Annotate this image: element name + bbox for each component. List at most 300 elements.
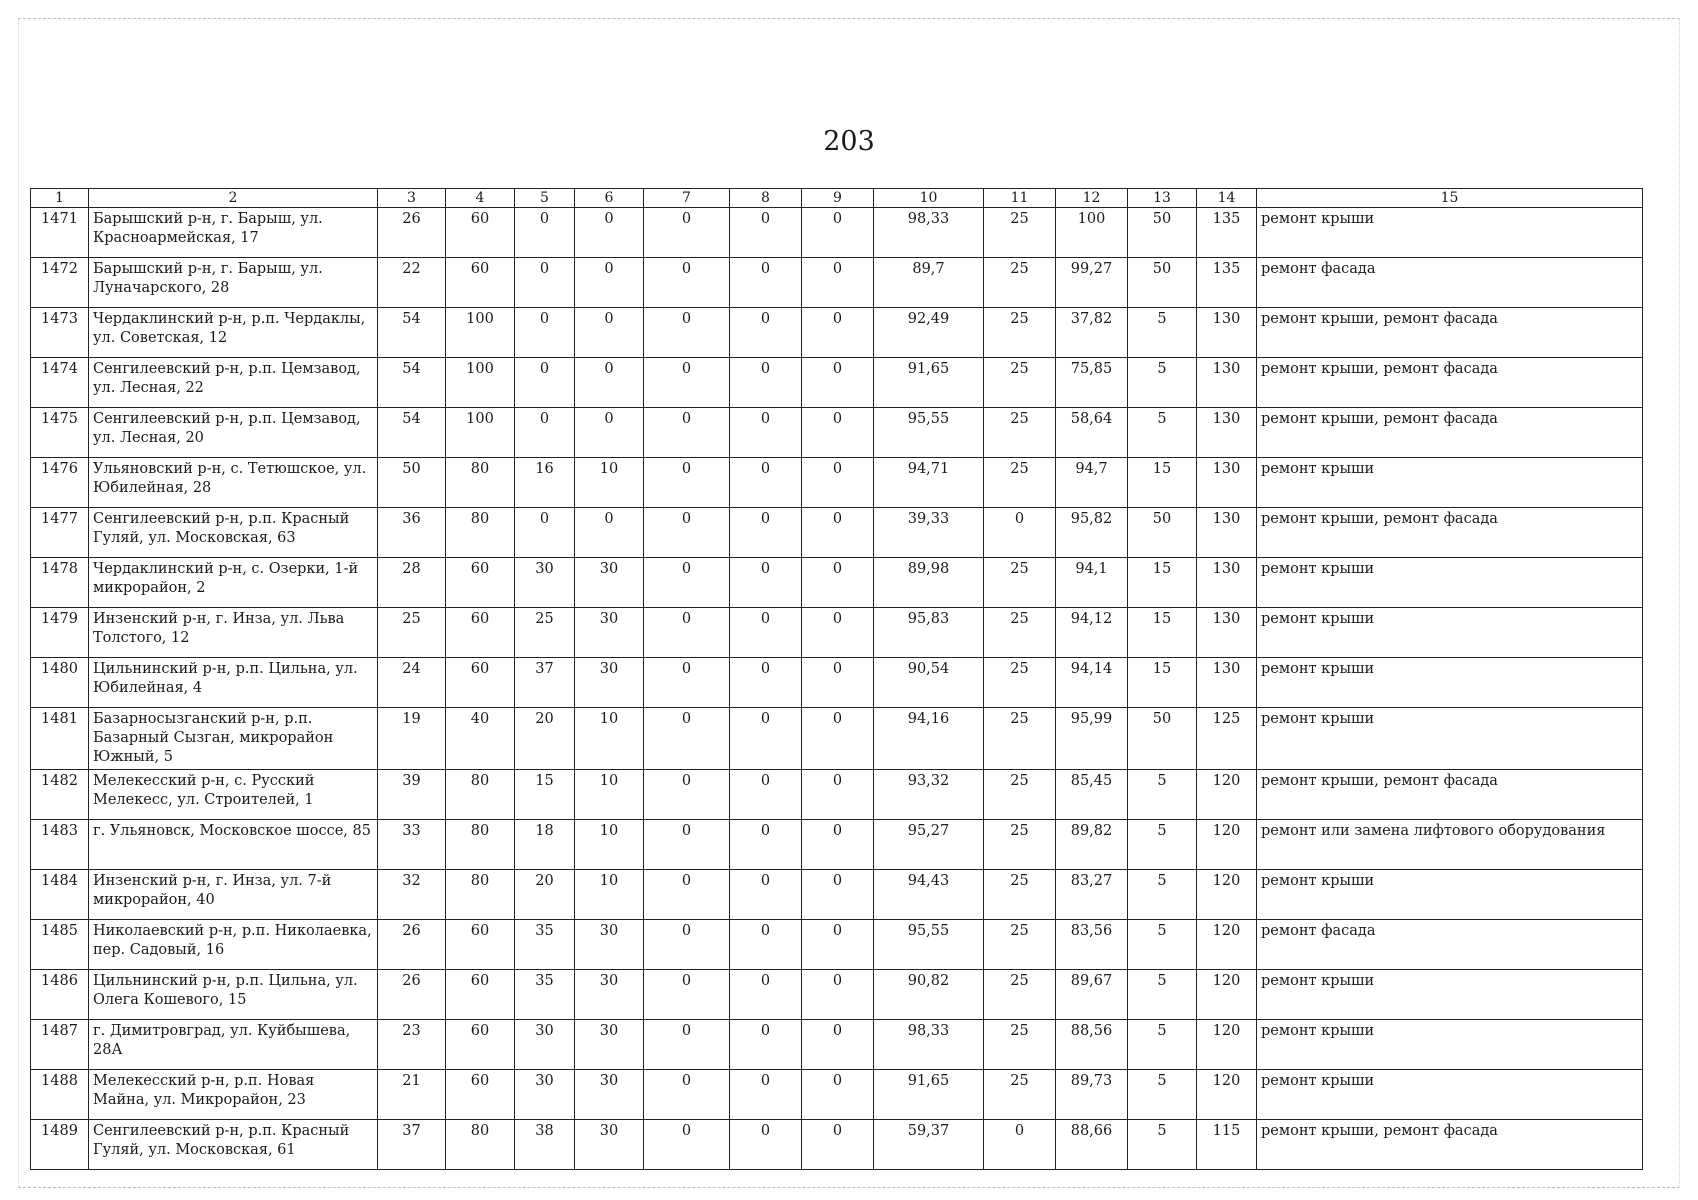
- value-cell: 0: [644, 308, 730, 358]
- value-cell: 0: [730, 820, 802, 870]
- address-cell: Барышский р-н, г. Барыш, ул. Луначарского, 28: [89, 258, 378, 308]
- table-row: [31, 208, 1643, 258]
- value-cell: 100: [446, 358, 515, 408]
- value-cell: 135: [1197, 258, 1257, 308]
- value-cell: 0: [984, 508, 1056, 558]
- value-cell: 0: [644, 770, 730, 820]
- value-cell: 60: [446, 258, 515, 308]
- value-cell: 130: [1197, 558, 1257, 608]
- table-row: [31, 770, 1643, 820]
- value-cell: 0: [515, 408, 575, 458]
- value-cell: 95,99: [1056, 708, 1128, 770]
- value-cell: 75,85: [1056, 358, 1128, 408]
- value-cell: 94,7: [1056, 458, 1128, 508]
- value-cell: 25: [984, 308, 1056, 358]
- value-cell: 5: [1128, 308, 1197, 358]
- address-cell: Цильнинский р-н, р.п. Цильна, ул. Олега Кошевого, 15: [89, 970, 378, 1020]
- value-cell: 50: [1128, 508, 1197, 558]
- address-cell: Чердаклинский р-н, с. Озерки, 1-й микрорайон, 2: [89, 558, 378, 608]
- value-cell: 95,83: [874, 608, 984, 658]
- value-cell: 18: [515, 820, 575, 870]
- value-cell: 25: [984, 208, 1056, 258]
- value-cell: 23: [378, 1020, 446, 1070]
- table-body: [31, 208, 1643, 1170]
- value-cell: 10: [575, 770, 644, 820]
- work-type-cell: ремонт крыши, ремонт фасада: [1257, 1120, 1643, 1170]
- value-cell: 0: [730, 920, 802, 970]
- address-cell: Инзенский р-н, г. Инза, ул. 7-й микрорайон, 40: [89, 870, 378, 920]
- work-type-cell: ремонт крыши, ремонт фасада: [1257, 358, 1643, 408]
- column-header-11: 11: [984, 189, 1056, 208]
- value-cell: 30: [575, 1020, 644, 1070]
- value-cell: 120: [1197, 970, 1257, 1020]
- value-cell: 50: [378, 458, 446, 508]
- work-type-cell: ремонт крыши, ремонт фасада: [1257, 308, 1643, 358]
- value-cell: 21: [378, 1070, 446, 1120]
- work-type-cell: ремонт крыши: [1257, 458, 1643, 508]
- row-number-cell: 1481: [31, 708, 89, 770]
- address-cell: Мелекесский р-н, р.п. Новая Майна, ул. Микрорайон, 23: [89, 1070, 378, 1120]
- value-cell: 94,12: [1056, 608, 1128, 658]
- value-cell: 91,65: [874, 1070, 984, 1120]
- column-header-5: 5: [515, 189, 575, 208]
- value-cell: 0: [730, 708, 802, 770]
- value-cell: 92,49: [874, 308, 984, 358]
- value-cell: 130: [1197, 308, 1257, 358]
- row-number-cell: 1484: [31, 870, 89, 920]
- value-cell: 0: [644, 1020, 730, 1070]
- value-cell: 0: [575, 308, 644, 358]
- value-cell: 90,54: [874, 658, 984, 708]
- value-cell: 0: [644, 920, 730, 970]
- work-type-cell: ремонт фасада: [1257, 920, 1643, 970]
- value-cell: 94,14: [1056, 658, 1128, 708]
- value-cell: 30: [575, 920, 644, 970]
- value-cell: 94,71: [874, 458, 984, 508]
- value-cell: 0: [515, 308, 575, 358]
- value-cell: 85,45: [1056, 770, 1128, 820]
- value-cell: 0: [644, 1120, 730, 1170]
- value-cell: 5: [1128, 870, 1197, 920]
- value-cell: 95,55: [874, 408, 984, 458]
- column-header-3: 3: [378, 189, 446, 208]
- value-cell: 25: [984, 358, 1056, 408]
- value-cell: 0: [515, 508, 575, 558]
- value-cell: 25: [984, 608, 1056, 658]
- value-cell: 0: [802, 308, 874, 358]
- value-cell: 89,7: [874, 258, 984, 308]
- value-cell: 25: [984, 920, 1056, 970]
- value-cell: 0: [730, 458, 802, 508]
- row-number-cell: 1478: [31, 558, 89, 608]
- value-cell: 80: [446, 1120, 515, 1170]
- value-cell: 125: [1197, 708, 1257, 770]
- value-cell: 30: [515, 558, 575, 608]
- row-number-cell: 1471: [31, 208, 89, 258]
- value-cell: 15: [1128, 458, 1197, 508]
- value-cell: 0: [730, 258, 802, 308]
- value-cell: 130: [1197, 508, 1257, 558]
- value-cell: 0: [575, 258, 644, 308]
- value-cell: 0: [644, 870, 730, 920]
- column-header-15: 15: [1257, 189, 1643, 208]
- value-cell: 25: [984, 820, 1056, 870]
- work-type-cell: ремонт крыши: [1257, 558, 1643, 608]
- value-cell: 88,56: [1056, 1020, 1128, 1070]
- value-cell: 30: [575, 658, 644, 708]
- value-cell: 50: [1128, 708, 1197, 770]
- value-cell: 35: [515, 920, 575, 970]
- row-number-cell: 1485: [31, 920, 89, 970]
- value-cell: 0: [730, 870, 802, 920]
- value-cell: 0: [644, 258, 730, 308]
- value-cell: 50: [1128, 258, 1197, 308]
- value-cell: 115: [1197, 1120, 1257, 1170]
- value-cell: 0: [802, 1070, 874, 1120]
- address-cell: Мелекесский р-н, с. Русский Мелекесс, ул. Строителей, 1: [89, 770, 378, 820]
- value-cell: 30: [515, 1020, 575, 1070]
- table-row: [31, 970, 1643, 1020]
- row-number-cell: 1475: [31, 408, 89, 458]
- value-cell: 5: [1128, 408, 1197, 458]
- row-number-cell: 1486: [31, 970, 89, 1020]
- work-type-cell: ремонт крыши: [1257, 608, 1643, 658]
- value-cell: 0: [802, 770, 874, 820]
- value-cell: 98,33: [874, 208, 984, 258]
- value-cell: 80: [446, 458, 515, 508]
- value-cell: 0: [802, 1120, 874, 1170]
- header-row: [31, 189, 1643, 208]
- work-type-cell: ремонт или замена лифтового оборудования: [1257, 820, 1643, 870]
- value-cell: 30: [575, 558, 644, 608]
- value-cell: 0: [644, 508, 730, 558]
- value-cell: 54: [378, 358, 446, 408]
- table-row: [31, 258, 1643, 308]
- value-cell: 0: [802, 408, 874, 458]
- value-cell: 0: [644, 608, 730, 658]
- value-cell: 20: [515, 870, 575, 920]
- value-cell: 89,73: [1056, 1070, 1128, 1120]
- value-cell: 25: [984, 970, 1056, 1020]
- value-cell: 25: [984, 770, 1056, 820]
- address-cell: г. Димитровград, ул. Куйбышева, 28А: [89, 1020, 378, 1070]
- column-header-2: 2: [89, 189, 378, 208]
- row-number-cell: 1482: [31, 770, 89, 820]
- column-header-9: 9: [802, 189, 874, 208]
- value-cell: 0: [802, 708, 874, 770]
- value-cell: 40: [446, 708, 515, 770]
- value-cell: 30: [575, 1070, 644, 1120]
- value-cell: 0: [730, 508, 802, 558]
- value-cell: 0: [644, 208, 730, 258]
- address-cell: Сенгилеевский р-н, р.п. Цемзавод, ул. Лесная, 22: [89, 358, 378, 408]
- value-cell: 58,64: [1056, 408, 1128, 458]
- value-cell: 60: [446, 608, 515, 658]
- address-cell: Базарносызганский р-н, р.п. Базарный Сызган, микрорайон Южный, 5: [89, 708, 378, 770]
- value-cell: 89,82: [1056, 820, 1128, 870]
- value-cell: 15: [1128, 658, 1197, 708]
- table-row: [31, 870, 1643, 920]
- value-cell: 0: [730, 408, 802, 458]
- value-cell: 0: [644, 970, 730, 1020]
- value-cell: 0: [730, 1120, 802, 1170]
- table-row: [31, 508, 1643, 558]
- work-type-cell: ремонт крыши: [1257, 970, 1643, 1020]
- value-cell: 0: [730, 770, 802, 820]
- work-type-cell: ремонт крыши: [1257, 1020, 1643, 1070]
- value-cell: 60: [446, 658, 515, 708]
- value-cell: 130: [1197, 608, 1257, 658]
- value-cell: 100: [446, 308, 515, 358]
- row-number-cell: 1472: [31, 258, 89, 308]
- value-cell: 5: [1128, 1070, 1197, 1120]
- value-cell: 60: [446, 208, 515, 258]
- table-row: [31, 920, 1643, 970]
- value-cell: 25: [984, 458, 1056, 508]
- value-cell: 130: [1197, 458, 1257, 508]
- value-cell: 0: [730, 208, 802, 258]
- column-header-8: 8: [730, 189, 802, 208]
- work-type-cell: ремонт крыши, ремонт фасада: [1257, 408, 1643, 458]
- value-cell: 94,16: [874, 708, 984, 770]
- value-cell: 0: [802, 508, 874, 558]
- table-row: [31, 558, 1643, 608]
- table-row: [31, 308, 1643, 358]
- value-cell: 28: [378, 558, 446, 608]
- value-cell: 80: [446, 870, 515, 920]
- value-cell: 32: [378, 870, 446, 920]
- value-cell: 22: [378, 258, 446, 308]
- value-cell: 89,67: [1056, 970, 1128, 1020]
- value-cell: 0: [802, 1020, 874, 1070]
- value-cell: 5: [1128, 770, 1197, 820]
- work-type-cell: ремонт фасада: [1257, 258, 1643, 308]
- value-cell: 60: [446, 920, 515, 970]
- row-number-cell: 1477: [31, 508, 89, 558]
- value-cell: 0: [802, 870, 874, 920]
- value-cell: 0: [802, 658, 874, 708]
- value-cell: 95,27: [874, 820, 984, 870]
- value-cell: 39,33: [874, 508, 984, 558]
- value-cell: 60: [446, 1020, 515, 1070]
- value-cell: 0: [730, 308, 802, 358]
- value-cell: 10: [575, 820, 644, 870]
- value-cell: 0: [802, 558, 874, 608]
- column-header-13: 13: [1128, 189, 1197, 208]
- value-cell: 54: [378, 408, 446, 458]
- value-cell: 38: [515, 1120, 575, 1170]
- address-cell: Николаевский р-н, р.п. Николаевка, пер. Садовый, 16: [89, 920, 378, 970]
- value-cell: 36: [378, 508, 446, 558]
- address-cell: г. Ульяновск, Московское шоссе, 85: [89, 820, 378, 870]
- value-cell: 15: [1128, 608, 1197, 658]
- value-cell: 120: [1197, 820, 1257, 870]
- value-cell: 89,98: [874, 558, 984, 608]
- value-cell: 25: [984, 558, 1056, 608]
- value-cell: 39: [378, 770, 446, 820]
- value-cell: 120: [1197, 1020, 1257, 1070]
- value-cell: 0: [730, 1020, 802, 1070]
- value-cell: 33: [378, 820, 446, 870]
- value-cell: 5: [1128, 820, 1197, 870]
- value-cell: 90,82: [874, 970, 984, 1020]
- value-cell: 130: [1197, 358, 1257, 408]
- column-header-14: 14: [1197, 189, 1257, 208]
- value-cell: 59,37: [874, 1120, 984, 1170]
- value-cell: 0: [575, 508, 644, 558]
- value-cell: 0: [730, 558, 802, 608]
- value-cell: 30: [515, 1070, 575, 1120]
- value-cell: 0: [730, 970, 802, 1020]
- value-cell: 0: [644, 408, 730, 458]
- value-cell: 37: [378, 1120, 446, 1170]
- value-cell: 15: [1128, 558, 1197, 608]
- value-cell: 80: [446, 770, 515, 820]
- value-cell: 37,82: [1056, 308, 1128, 358]
- value-cell: 54: [378, 308, 446, 358]
- value-cell: 0: [644, 458, 730, 508]
- table-row: [31, 408, 1643, 458]
- value-cell: 99,27: [1056, 258, 1128, 308]
- value-cell: 0: [515, 208, 575, 258]
- value-cell: 16: [515, 458, 575, 508]
- value-cell: 30: [575, 608, 644, 658]
- value-cell: 26: [378, 970, 446, 1020]
- value-cell: 130: [1197, 658, 1257, 708]
- value-cell: 10: [575, 870, 644, 920]
- row-number-cell: 1489: [31, 1120, 89, 1170]
- value-cell: 0: [644, 558, 730, 608]
- value-cell: 94,1: [1056, 558, 1128, 608]
- value-cell: 26: [378, 208, 446, 258]
- value-cell: 25: [515, 608, 575, 658]
- column-header-12: 12: [1056, 189, 1128, 208]
- address-cell: Барышский р-н, г. Барыш, ул. Красноармейская, 17: [89, 208, 378, 258]
- value-cell: 120: [1197, 1070, 1257, 1120]
- value-cell: 25: [984, 870, 1056, 920]
- value-cell: 0: [644, 708, 730, 770]
- row-number-cell: 1487: [31, 1020, 89, 1070]
- value-cell: 20: [515, 708, 575, 770]
- work-type-cell: ремонт крыши: [1257, 708, 1643, 770]
- column-header-7: 7: [644, 189, 730, 208]
- value-cell: 19: [378, 708, 446, 770]
- value-cell: 0: [515, 358, 575, 408]
- value-cell: 95,82: [1056, 508, 1128, 558]
- work-type-cell: ремонт крыши: [1257, 870, 1643, 920]
- value-cell: 120: [1197, 770, 1257, 820]
- work-type-cell: ремонт крыши: [1257, 1070, 1643, 1120]
- value-cell: 88,66: [1056, 1120, 1128, 1170]
- value-cell: 0: [802, 458, 874, 508]
- value-cell: 135: [1197, 208, 1257, 258]
- value-cell: 0: [644, 1070, 730, 1120]
- value-cell: 0: [644, 658, 730, 708]
- value-cell: 91,65: [874, 358, 984, 408]
- column-header-6: 6: [575, 189, 644, 208]
- address-cell: Сенгилеевский р-н, р.п. Цемзавод, ул. Лесная, 20: [89, 408, 378, 458]
- address-cell: Инзенский р-н, г. Инза, ул. Льва Толстого, 12: [89, 608, 378, 658]
- work-type-cell: ремонт крыши, ремонт фасада: [1257, 508, 1643, 558]
- value-cell: 0: [515, 258, 575, 308]
- value-cell: 95,55: [874, 920, 984, 970]
- value-cell: 83,27: [1056, 870, 1128, 920]
- value-cell: 0: [802, 970, 874, 1020]
- value-cell: 0: [575, 208, 644, 258]
- value-cell: 0: [575, 408, 644, 458]
- row-number-cell: 1480: [31, 658, 89, 708]
- value-cell: 80: [446, 508, 515, 558]
- value-cell: 0: [802, 608, 874, 658]
- value-cell: 0: [730, 658, 802, 708]
- value-cell: 60: [446, 558, 515, 608]
- address-cell: Ульяновский р-н, с. Тетюшское, ул. Юбилейная, 28: [89, 458, 378, 508]
- value-cell: 120: [1197, 920, 1257, 970]
- value-cell: 50: [1128, 208, 1197, 258]
- table-row: [31, 1020, 1643, 1070]
- address-cell: Сенгилеевский р-н, р.п. Красный Гуляй, ул. Московская, 61: [89, 1120, 378, 1170]
- table-row: [31, 1120, 1643, 1170]
- value-cell: 100: [446, 408, 515, 458]
- value-cell: 10: [575, 458, 644, 508]
- value-cell: 15: [515, 770, 575, 820]
- value-cell: 25: [984, 1020, 1056, 1070]
- row-number-cell: 1476: [31, 458, 89, 508]
- value-cell: 98,33: [874, 1020, 984, 1070]
- table-row: [31, 708, 1643, 770]
- value-cell: 0: [802, 208, 874, 258]
- value-cell: 80: [446, 820, 515, 870]
- value-cell: 5: [1128, 920, 1197, 970]
- value-cell: 24: [378, 658, 446, 708]
- address-cell: Цильнинский р-н, р.п. Цильна, ул. Юбилейная, 4: [89, 658, 378, 708]
- value-cell: 35: [515, 970, 575, 1020]
- value-cell: 0: [644, 820, 730, 870]
- value-cell: 0: [984, 1120, 1056, 1170]
- table-row: [31, 1070, 1643, 1120]
- value-cell: 0: [575, 358, 644, 408]
- value-cell: 25: [378, 608, 446, 658]
- value-cell: 0: [730, 358, 802, 408]
- value-cell: 37: [515, 658, 575, 708]
- value-cell: 60: [446, 1070, 515, 1120]
- value-cell: 30: [575, 970, 644, 1020]
- value-cell: 25: [984, 708, 1056, 770]
- column-header-10: 10: [874, 189, 984, 208]
- address-cell: Сенгилеевский р-н, р.п. Красный Гуляй, ул. Московская, 63: [89, 508, 378, 558]
- page-number: 203: [823, 126, 875, 157]
- column-header-1: 1: [31, 189, 89, 208]
- table-row: [31, 358, 1643, 408]
- value-cell: 5: [1128, 1020, 1197, 1070]
- work-type-cell: ремонт крыши, ремонт фасада: [1257, 770, 1643, 820]
- value-cell: 100: [1056, 208, 1128, 258]
- table-row: [31, 608, 1643, 658]
- row-number-cell: 1473: [31, 308, 89, 358]
- work-type-cell: ремонт крыши: [1257, 208, 1643, 258]
- value-cell: 94,43: [874, 870, 984, 920]
- value-cell: 26: [378, 920, 446, 970]
- table-row: [31, 820, 1643, 870]
- table-row: [31, 458, 1643, 508]
- value-cell: 5: [1128, 970, 1197, 1020]
- value-cell: 60: [446, 970, 515, 1020]
- value-cell: 25: [984, 658, 1056, 708]
- value-cell: 30: [575, 1120, 644, 1170]
- value-cell: 0: [644, 358, 730, 408]
- value-cell: 0: [730, 1070, 802, 1120]
- value-cell: 83,56: [1056, 920, 1128, 970]
